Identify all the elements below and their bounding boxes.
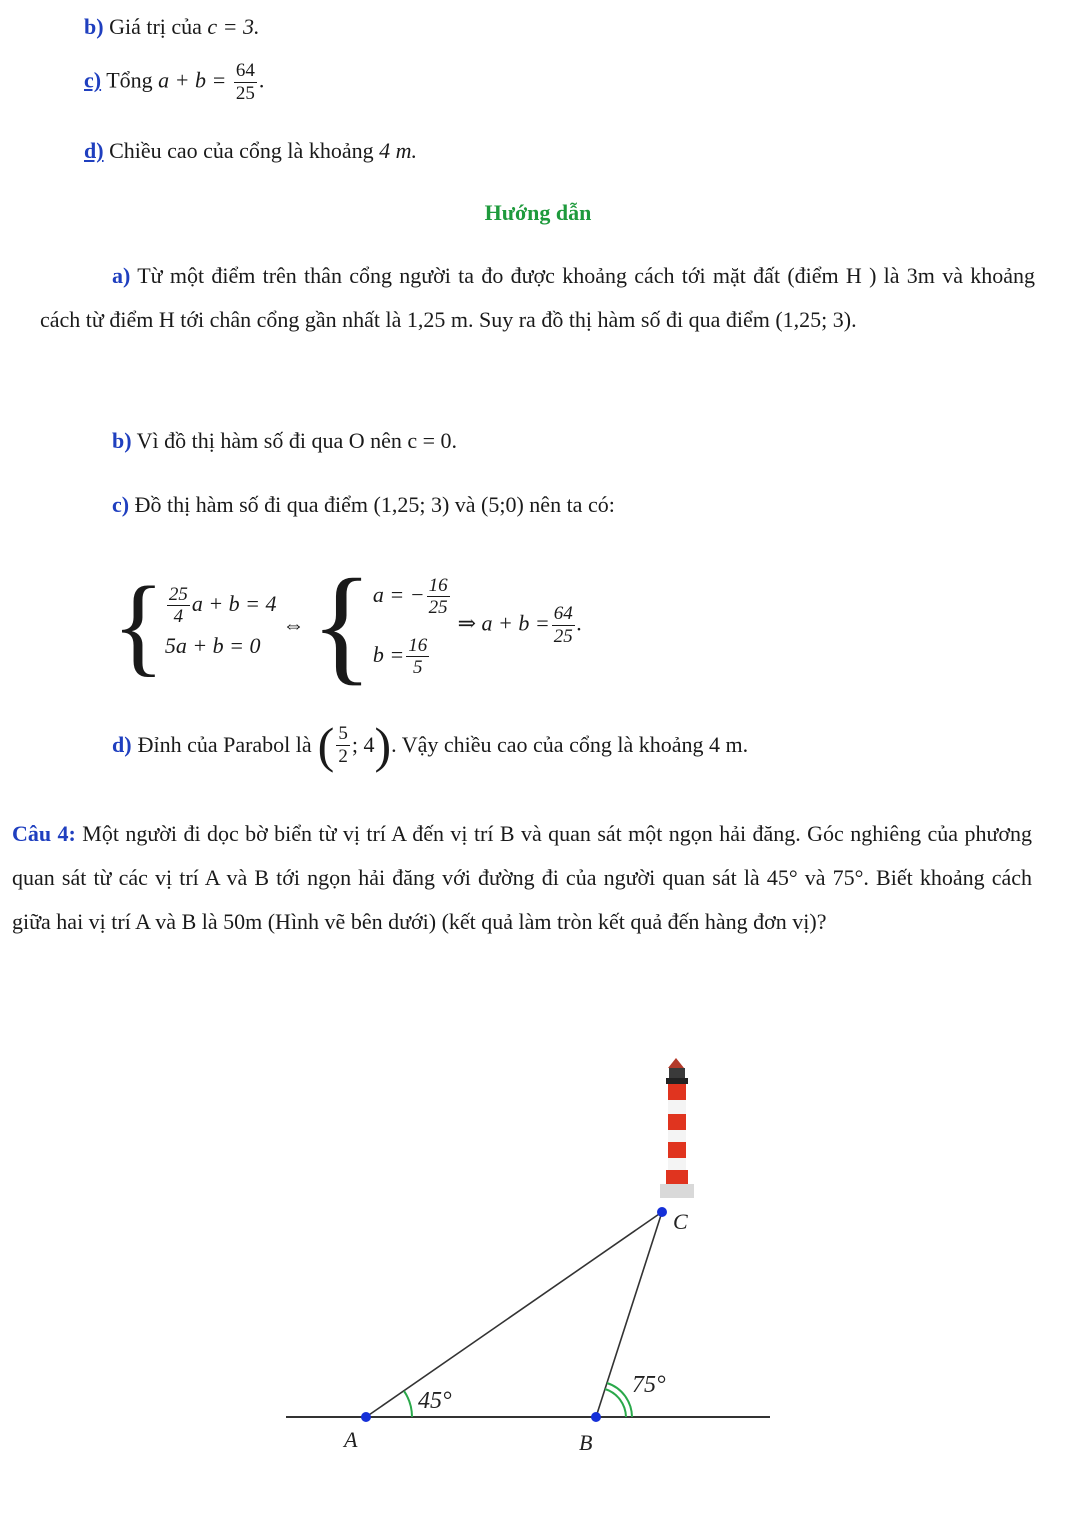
solution-b-text: Vì đồ thị hàm số đi qua O nên c = 0. xyxy=(136,428,458,453)
option-d-math: 4 m. xyxy=(379,138,417,163)
iff-symbol: ⇔ xyxy=(282,612,305,637)
solution-a-label: a) xyxy=(112,263,131,288)
lighthouse-icon xyxy=(660,1058,694,1198)
sol2: b = $\frac{16}{5}$ xyxy=(372,634,428,679)
angle-label-45: 45° xyxy=(418,1388,452,1414)
label-A: A xyxy=(344,1427,358,1452)
angle-arc-A xyxy=(404,1391,412,1417)
right-brace: { xyxy=(310,553,373,697)
option-d-label: d) xyxy=(84,138,104,163)
implies-result: ⇒ a + b = $\frac{64}{25}$ . xyxy=(457,602,583,647)
option-b-math: c = 3. xyxy=(207,14,260,39)
question-4-text: Một người đi dọc bờ biển từ vị trí A đến vị trí B và quan sát một ngọn hải đăng. Góc nghiêng của phương quan sát từ các vị trí A và B tới ngọn hải đăng với đường đi của người quan sát là 45° và 75°. Biết khoảng cách giữa hai vị trí A và B là 50m (Hình vẽ bên dưới) (kết quả làm tròn kết quả đến hàng đơn vị)? xyxy=(12,821,1033,934)
point-B xyxy=(591,1412,601,1422)
label-B: B xyxy=(579,1430,593,1455)
line-AC xyxy=(366,1212,662,1417)
option-c-math: a + b = xyxy=(158,67,227,93)
option-c-label: c) xyxy=(84,67,102,93)
sol1: a = − $\frac{16}{25}$ xyxy=(372,574,448,619)
question-4-label: Câu 4: xyxy=(12,821,76,846)
solution-d-label: d) xyxy=(112,732,132,757)
solution-b-label: b) xyxy=(112,428,132,453)
eq2: 5a + b = 0 xyxy=(164,633,261,658)
equation-system xyxy=(112,553,583,697)
guide-title: Hướng dẫn xyxy=(484,200,592,225)
solution-b xyxy=(112,428,457,454)
solution-a xyxy=(40,254,1035,342)
solution-d: d) Đỉnh của Parabol là ( $\frac{5}{2}$ ; 4 ) . Vậy chiều cao của cổng là khoảng 4 m. xyxy=(112,717,749,773)
option-b-label: b) xyxy=(84,14,104,39)
vertex-x: $\frac{5}{2}$ xyxy=(338,722,348,767)
option-d xyxy=(84,138,417,164)
option-c-text: Tổng xyxy=(106,67,153,93)
left-brace: { xyxy=(112,564,165,686)
solution-c-label: c) xyxy=(112,492,130,517)
label-C: C xyxy=(673,1209,688,1234)
question-4 xyxy=(12,812,1032,944)
solution-d-text-before: Đỉnh của Parabol là xyxy=(137,732,312,757)
lighthouse-figure xyxy=(0,996,1076,1516)
solution-a-text: Từ một điểm trên thân cổng người ta đo được khoảng cách tới mặt đất (điểm H ) là 3m và khoảng cách từ điểm H tới chân cổng gần nhất là 1,25 m. Suy ra đồ thị hàm số đi qua điểm (1,25; 3). xyxy=(40,263,1035,332)
angle-label-75: 75° xyxy=(632,1372,666,1398)
eq1: $\frac{25}{4}$ a + b = 4 xyxy=(168,583,277,628)
solution-d-text-after: . Vậy chiều cao của cổng là khoảng 4 m. xyxy=(391,732,749,757)
point-A xyxy=(361,1412,371,1422)
option-b xyxy=(84,14,260,40)
solution-c xyxy=(112,492,615,518)
solution-c-text: Đồ thị hàm số đi qua điểm (1,25; 3) và (5;0) nên ta có: xyxy=(134,492,615,517)
option-d-text: Chiều cao của cổng là khoảng xyxy=(109,138,374,163)
option-c-fraction: $\frac{64}{25}$ xyxy=(235,60,255,104)
option-b-text: Giá trị của xyxy=(109,14,202,39)
point-C xyxy=(657,1207,667,1217)
option-c: c) Tổng a + b = $\frac{64}{25}$ . xyxy=(84,60,265,104)
